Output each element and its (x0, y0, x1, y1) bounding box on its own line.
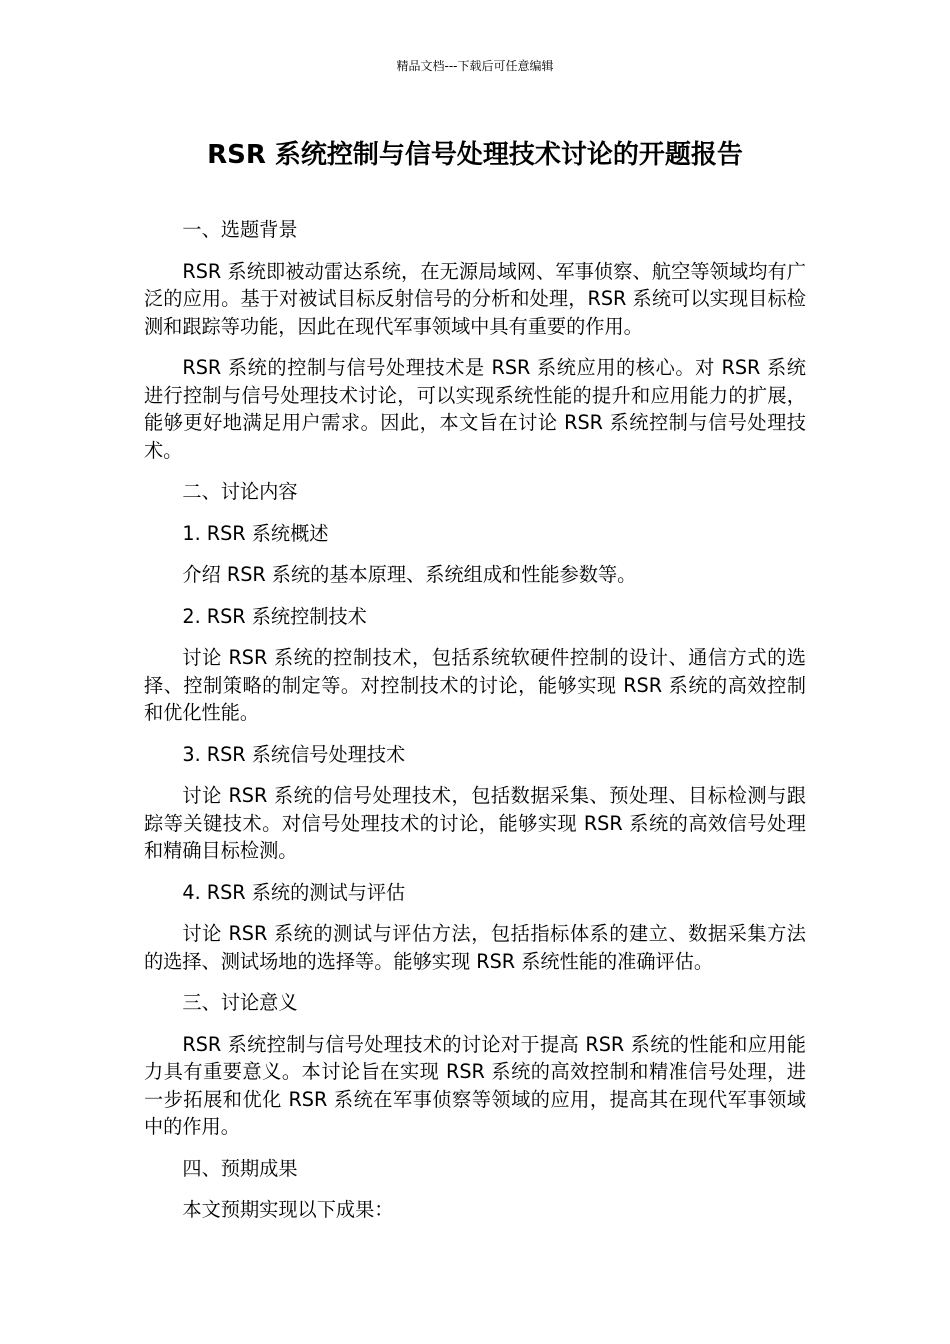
paragraph-background-1: RSR 系统即被动雷达系统，在无源局域网、军事侦察、航空等领域均有广泛的应用。基于对被试目标反射信号的分析和处理，RSR 系统可以实现目标检测和跟踪等功能，因此在现代军事领域中具有重要的作用。 (144, 259, 806, 338)
paragraph-overview: 介绍 RSR 系统的基本原理、系统组成和性能参数等。 (182, 563, 637, 586)
paragraph-expected-results: 本文预期实现以下成果： (182, 1198, 394, 1221)
paragraph-background-2: RSR 系统的控制与信号处理技术是 RSR 系统应用的核心。对 RSR 系统进行控制与信号处理技术讨论，可以实现系统性能的提升和应用能力的扩展，能够更好地满足用户需求。因此，本文旨在讨论 RSR 系统控制与信号处理技术。 (144, 356, 806, 462)
paragraph-significance: RSR 系统控制与信号处理技术的讨论对于提高 RSR 系统的性能和应用能力具有重要意义。本讨论旨在实现 RSR 系统的高效控制和精准信号处理，进一步拓展和优化 RSR 系统在军事侦察等领域的应用，提高其在现代军事领域中的作用。 (144, 1032, 806, 1138)
paragraph-control: 讨论 RSR 系统的控制技术，包括系统软硬件控制的设计、通信方式的选择、控制策略的制定等。对控制技术的讨论，能够实现 RSR 系统的高效控制和优化性能。 (144, 646, 806, 724)
header-note: 精品文档---下载后可任意编辑 (396, 59, 554, 73)
document-body (144, 216, 806, 1224)
document-title: RSR 系统控制与信号处理技术讨论的开题报告 (207, 140, 743, 170)
paragraph-signal-processing: 讨论 RSR 系统的信号处理技术，包括数据采集、预处理、目标检测与跟踪等关键技术。对信号处理技术的讨论，能够实现 RSR 系统的高效信号处理和精确目标检测。 (144, 784, 806, 862)
subheading-testing: 4. RSR 系统的测试与评估 (182, 880, 406, 904)
section-heading-expected-results: 四、预期成果 (182, 1156, 298, 1180)
section-heading-content: 二、讨论内容 (182, 480, 298, 503)
subheading-signal-processing: 3. RSR 系统信号处理技术 (182, 742, 406, 766)
section-heading-background: 一、选题背景 (182, 218, 298, 241)
paragraph-testing: 讨论 RSR 系统的测试与评估方法，包括指标体系的建立、数据采集方法的选择、测试场地的选择等。能够实现 RSR 系统性能的准确评估。 (144, 922, 806, 973)
subheading-control: 2. RSR 系统控制技术 (182, 604, 367, 628)
section-heading-significance: 三、讨论意义 (182, 991, 298, 1014)
subheading-overview: 1. RSR 系统概述 (182, 521, 329, 545)
